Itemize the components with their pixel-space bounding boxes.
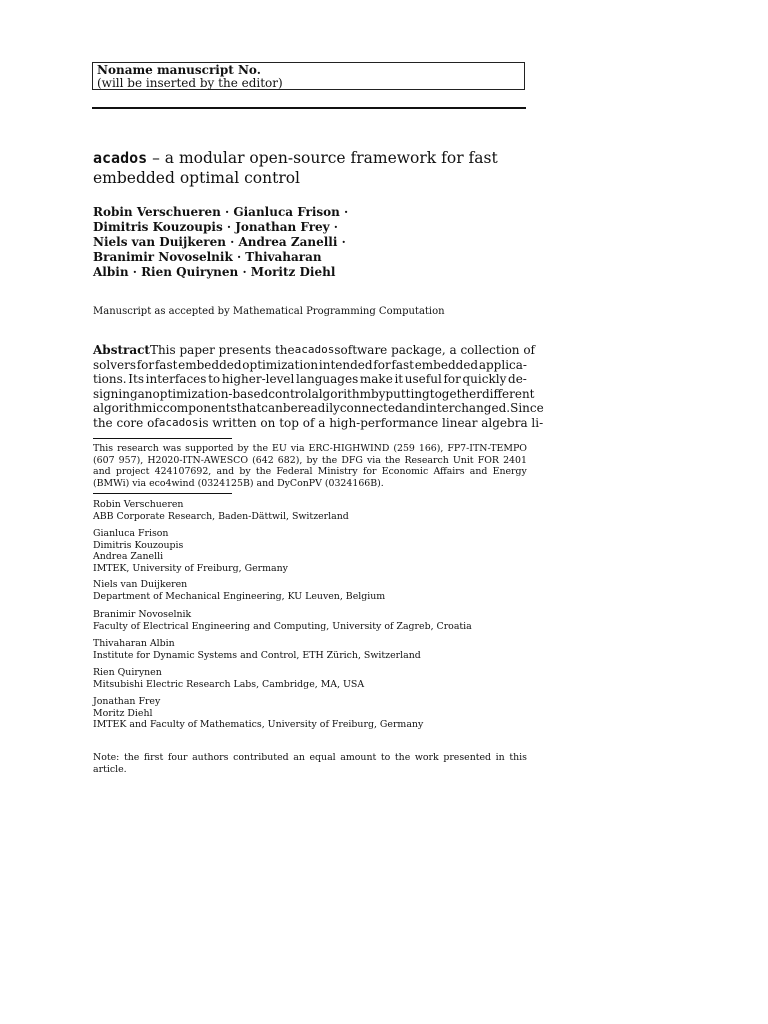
- affiliation-institution: Mitsubishi Electric Research Labs, Cambridge, MA, USA: [93, 678, 365, 690]
- affiliation-author: Dimitris Kouzoupis: [93, 539, 184, 551]
- equal-contribution-note: [93, 752, 527, 775]
- title-line1: – a modular open-source framework for fast: [147, 149, 498, 167]
- author-line: Albin · Rien Quirynen · Moritz Diehl: [93, 265, 336, 279]
- title-tool-name: acados: [93, 149, 148, 167]
- abstract-line: [93, 415, 544, 431]
- author-line: Niels van Duijkeren · Andrea Zanelli ·: [93, 235, 346, 249]
- affiliation-block: [93, 528, 288, 574]
- abstract-line: [93, 343, 535, 358]
- affiliation-author: Thivaharan Albin: [93, 638, 175, 649]
- affiliation-institution: ABB Corporate Research, Baden-Dättwil, Switzerland: [93, 510, 349, 522]
- note-line: Note: the first four authors contributed an equal amount to the work presented in this: [93, 752, 527, 763]
- manuscript-header-box: [92, 62, 525, 90]
- header-rule: [92, 107, 526, 109]
- paper-title: [93, 148, 533, 188]
- affiliation-rule: [93, 493, 232, 494]
- abstract-line: signing an optimization-based control algorithm by putting together different: [93, 386, 535, 401]
- affiliation-author: Branimir Novoselnik: [93, 609, 192, 620]
- abstract-text: the core of: [93, 415, 159, 430]
- affiliation-block: [93, 609, 472, 632]
- funding-line: (BMWi) via eco4wind (0324125B) and DyConPV (0324166B).: [93, 477, 384, 489]
- abstract-tool-name: acados: [294, 343, 335, 356]
- author-line: Branimir Novoselnik · Thivaharan: [93, 250, 322, 264]
- author-line: Robin Verschueren · Gianluca Frison ·: [93, 205, 349, 219]
- affiliation-author: Rien Quirynen: [93, 667, 162, 678]
- abstract-text: This paper presents the: [149, 343, 295, 357]
- note-line: article.: [93, 763, 127, 775]
- footnote-rule: [93, 438, 232, 439]
- affiliation-block: [93, 696, 423, 731]
- abstract-heading: Abstract: [93, 343, 150, 357]
- affiliation-block: [93, 638, 421, 661]
- accepted-note: Manuscript as accepted by Mathematical Programming Computation: [93, 306, 445, 317]
- manuscript-number-label: Noname manuscript No.: [97, 63, 261, 77]
- affiliation-institution: Institute for Dynamic Systems and Control, ETH Zürich, Switzerland: [93, 649, 421, 661]
- affiliation-author: Moritz Diehl: [93, 707, 153, 719]
- affiliation-institution: IMTEK, University of Freiburg, Germany: [93, 562, 288, 574]
- funding-line: (607 957), H2020-ITN-AWESCO (642 682), by the DFG via the Research Unit FOR 2401: [93, 454, 527, 466]
- affiliation-author: Niels van Duijkeren: [93, 579, 188, 590]
- affiliation-institution: IMTEK and Faculty of Mathematics, University of Freiburg, Germany: [93, 719, 424, 731]
- abstract-text: is written on top of a high-performance linear algebra li-: [198, 415, 544, 430]
- affiliation-block: [93, 667, 364, 690]
- affiliation-block: [93, 579, 385, 602]
- affiliation-institution: Department of Mechanical Engineering, KU Leuven, Belgium: [93, 590, 386, 602]
- affiliation-author: Andrea Zanelli: [93, 551, 164, 563]
- abstract-text: software package, a collection of: [334, 343, 535, 357]
- abstract-line: algorithmic components that can be readily connected and interchanged. Since: [93, 401, 544, 416]
- editor-note: (will be inserted by the editor): [97, 76, 283, 90]
- funding-line: This research was supported by the EU via ERC-HIGHWIND (259 166), FP7-ITN-TEMPO: [93, 443, 527, 454]
- title-line2: embedded optimal control: [93, 169, 301, 187]
- abstract-line: tions. Its interfaces to higher-level languages make it useful for quickly de-: [93, 372, 527, 387]
- affiliation-block: [93, 499, 349, 522]
- abstract: [93, 343, 544, 431]
- abstract-line: solvers for fast embedded optimization intended for fast embedded applica-: [93, 357, 527, 372]
- funding-line: and project 424107692, and by the Federal Ministry for Economic Affairs and Energy: [93, 466, 527, 478]
- abstract-tool-name: acados: [158, 415, 199, 429]
- affiliation-institution: Faculty of Electrical Engineering and Computing, University of Zagreb, Croatia: [93, 620, 472, 632]
- author-line: Dimitris Kouzoupis · Jonathan Frey ·: [93, 220, 338, 234]
- author-list: [93, 205, 533, 280]
- affiliation-author: Robin Verschueren: [93, 499, 184, 510]
- affiliation-author: Jonathan Frey: [93, 696, 161, 707]
- funding-footnote: [93, 443, 527, 489]
- affiliation-author: Gianluca Frison: [93, 528, 169, 539]
